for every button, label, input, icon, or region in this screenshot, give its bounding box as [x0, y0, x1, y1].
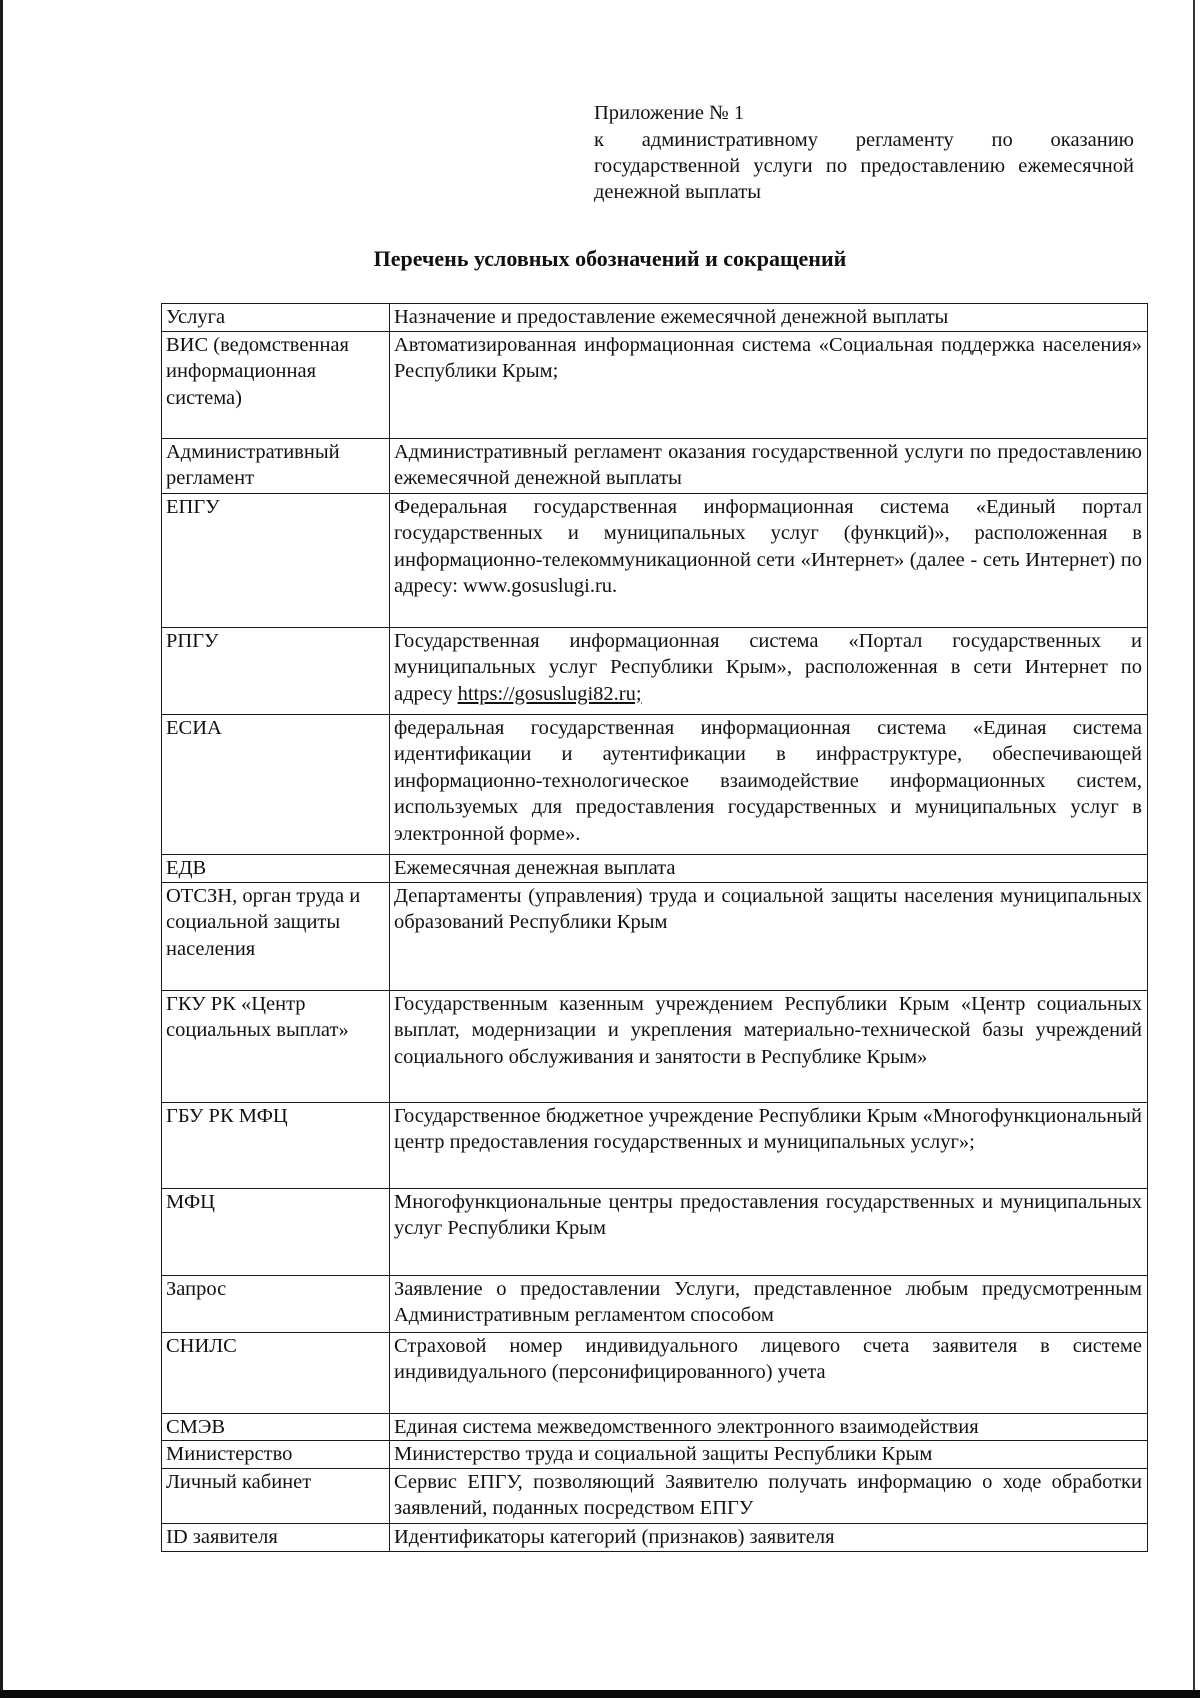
term-cell: Личный кабинет: [162, 1468, 390, 1523]
definition-cell: Государственным казенным учреждением Республики Крым «Центр социальных выплат, модернизации и укрепления материально-технической базы учреждений социального обслуживания и занятости в Республике Крым»: [390, 990, 1148, 1102]
table-row: [162, 854, 1148, 882]
definition-cell: Сервис ЕПГУ, позволяющий Заявителю получать информацию о ходе обработки заявлений, поданных посредством ЕПГУ: [390, 1468, 1148, 1523]
table-row: [162, 438, 1148, 493]
term-cell: ID заявителя: [162, 1523, 390, 1551]
term-cell: ВИС (ведомственная информационная система): [162, 331, 390, 438]
term-cell: Услуга: [162, 304, 390, 332]
scan-bottom-edge: [0, 1690, 1200, 1698]
table-row: [162, 331, 1148, 438]
table-row: [162, 714, 1148, 854]
definition-cell: Многофункциональные центры предоставления государственных и муниципальных услуг Республики Крым: [390, 1188, 1148, 1275]
appendix-header: [594, 100, 1134, 205]
definition-cell: Министерство труда и социальной защиты Республики Крым: [390, 1441, 1148, 1469]
definition-cell: Административный регламент оказания государственной услуги по предоставлению ежемесячной денежной выплаты: [390, 438, 1148, 493]
term-cell: Административный регламент: [162, 438, 390, 493]
term-cell: ЕСИА: [162, 714, 390, 854]
table-row: [162, 990, 1148, 1102]
rpgu-link[interactable]: https://gosuslugi82.ru;: [457, 682, 642, 705]
definition-cell: Идентификаторы категорий (признаков) заявителя: [390, 1523, 1148, 1551]
table-row: [162, 304, 1148, 332]
definition-cell: Назначение и предоставление ежемесячной денежной выплаты: [390, 304, 1148, 332]
table-row: [162, 1275, 1148, 1332]
definition-cell: Государственное бюджетное учреждение Республики Крым «Многофункциональный центр предоставления государственных и муниципальных услуг»;: [390, 1102, 1148, 1188]
table-row: [162, 1413, 1148, 1441]
definition-cell: Заявление о предоставлении Услуги, представленное любым предусмотренным Административным регламентом способом: [390, 1275, 1148, 1332]
definition-cell: Федеральная государственная информационная система «Единый портал государственных и муниципальных услуг (функций)», расположенная в информационно-телекоммуникационной сети «Интернет» (далее - сеть Интернет) по адресу: www.gosuslugi.ru.: [390, 493, 1148, 627]
definition-cell: Департаменты (управления) труда и социальной защиты населения муниципальных образований Республики Крым: [390, 882, 1148, 990]
term-cell: РПГУ: [162, 627, 390, 714]
definition-cell: Ежемесячная денежная выплата: [390, 854, 1148, 882]
term-cell: ГБУ РК МФЦ: [162, 1102, 390, 1188]
term-cell: ГКУ РК «Центр социальных выплат»: [162, 990, 390, 1102]
definition-cell: федеральная государственная информационная система «Единая система идентификации и аутентификации в инфраструктуре, обеспечивающей информационно-технологическое взаимодействие информационных систем, используемых для предоставления государственных и муниципальных услуг в электронной форме».: [390, 714, 1148, 854]
appendix-number: Приложение № 1: [594, 102, 745, 124]
definition-cell: Единая система межведомственного электронного взаимодействия: [390, 1413, 1148, 1441]
document-title: Перечень условных обозначений и сокращений: [373, 246, 847, 271]
abbreviations-table: [161, 303, 1148, 1552]
table-row: [162, 1102, 1148, 1188]
term-cell: Запрос: [162, 1275, 390, 1332]
table-row: [162, 1468, 1148, 1523]
term-cell: ЕПГУ: [162, 493, 390, 627]
table-row: [162, 1523, 1148, 1551]
table-row: [162, 627, 1148, 714]
definition-cell: Автоматизированная информационная система «Социальная поддержка населения» Республики Крым;: [390, 331, 1148, 438]
table-row: [162, 493, 1148, 627]
definition-cell: Страховой номер индивидуального лицевого счета заявителя в системе индивидуального (персонифицированного) учета: [390, 1332, 1148, 1413]
definition-text: Государственная информационная система «Портал государственных и муниципальных услуг Республики Крым», расположенная в сети Интернет по адресу: [394, 629, 1142, 705]
term-cell: ЕДВ: [162, 854, 390, 882]
term-cell: ОТСЗН, орган труда и социальной защиты населения: [162, 882, 390, 990]
appendix-reference: к административному регламенту по оказанию государственной услуги по предоставлению ежемесячной денежной выплаты: [594, 129, 1134, 203]
table-row: [162, 882, 1148, 990]
term-cell: СНИЛС: [162, 1332, 390, 1413]
definition-cell: [390, 627, 1148, 714]
table-row: [162, 1188, 1148, 1275]
table-row: [162, 1332, 1148, 1413]
table-row: [162, 1441, 1148, 1469]
term-cell: МФЦ: [162, 1188, 390, 1275]
term-cell: Министерство: [162, 1441, 390, 1469]
term-cell: СМЭВ: [162, 1413, 390, 1441]
